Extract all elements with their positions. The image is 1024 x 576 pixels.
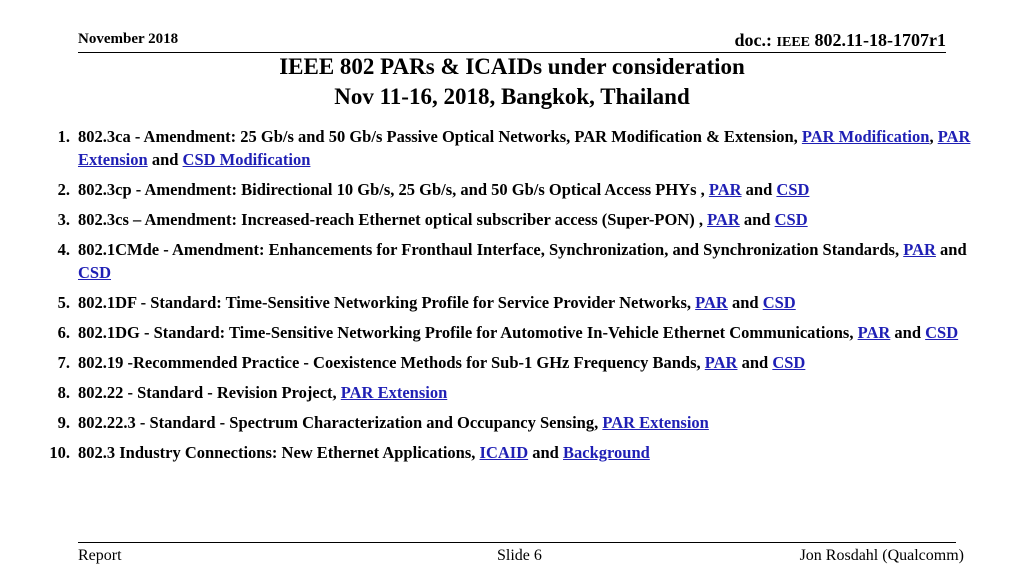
par-link[interactable]: PAR: [708, 180, 742, 199]
separator: and: [739, 210, 775, 229]
item-number: 10.: [49, 443, 70, 462]
doc-prefix: doc.:: [734, 30, 777, 50]
footer-rule: [78, 542, 956, 543]
separator: and: [890, 323, 926, 342]
list-item: [0, 381, 975, 404]
par-extension-link[interactable]: PAR Extension: [78, 127, 971, 169]
footer-author: Jon Rosdahl (Qualcomm): [799, 547, 964, 564]
item-text: 802.1CMde - Amendment: Enhancements for Fronthaul Interface, Synchronization, and Synchronization Standards,: [78, 240, 904, 259]
background-link[interactable]: Background: [562, 443, 650, 462]
par-extension-link[interactable]: PAR Extension: [340, 383, 448, 402]
item-text: 802.3ca - Amendment: 25 Gb/s and 50 Gb/s Passive Optical Networks, PAR Modification & Extension,: [78, 127, 802, 146]
list-item: [0, 291, 975, 314]
item-number: 7.: [57, 353, 70, 372]
item-text: 802.3cs – Amendment: Increased-reach Ethernet optical subscriber access (Super-PON) ,: [78, 210, 708, 229]
par-link[interactable]: PAR: [857, 323, 891, 342]
csd-link[interactable]: CSD: [772, 353, 806, 372]
item-text: 802.1DF - Standard: Time-Sensitive Networking Profile for Service Provider Networks,: [78, 293, 696, 312]
separator: and: [528, 443, 563, 462]
separator: and: [147, 150, 183, 169]
par-link[interactable]: PAR: [903, 240, 936, 259]
item-text: 802.1DG - Standard: Time-Sensitive Networking Profile for Automotive In-Vehicle Ethernet Communications,: [78, 323, 858, 342]
separator: and: [935, 240, 967, 259]
par-link[interactable]: PAR: [704, 353, 738, 372]
item-text: 802.3 Industry Connections: New Ethernet Applications,: [78, 443, 480, 462]
par-list: [0, 125, 975, 471]
item-number: 9.: [57, 413, 70, 432]
list-item: [0, 441, 975, 464]
separator: ,: [929, 127, 938, 146]
list-item: [0, 351, 975, 374]
separator: and: [737, 353, 773, 372]
item-text: 802.3cp - Amendment: Bidirectional 10 Gb/s, 25 Gb/s, and 50 Gb/s Optical Access PHYs ,: [78, 180, 709, 199]
csd-link[interactable]: CSD: [762, 293, 796, 312]
par-link[interactable]: PAR: [707, 210, 740, 229]
item-number: 8.: [57, 383, 70, 402]
header-date: November 2018: [78, 31, 179, 47]
item-number: 2.: [57, 180, 70, 199]
list-item: [0, 178, 975, 201]
slide-title: [0, 52, 1024, 112]
list-item: [0, 125, 975, 171]
item-text: 802.19 -Recommended Practice - Coexistence Methods for Sub-1 GHz Frequency Bands,: [78, 353, 705, 372]
doc-org: IEEE: [776, 35, 811, 50]
csd-link[interactable]: CSD: [78, 263, 112, 282]
footer-left: Report: [78, 547, 122, 564]
header-doc-number: [735, 30, 946, 51]
par-extension-link[interactable]: PAR Extension: [602, 413, 709, 432]
slide-number: Slide 6: [497, 547, 542, 564]
list-item: [0, 238, 975, 284]
list-item: [0, 321, 975, 344]
item-number: 3.: [57, 210, 70, 229]
list-item: [0, 411, 975, 434]
separator: and: [741, 180, 777, 199]
item-number: 1.: [57, 127, 70, 146]
title-line-1: IEEE 802 PARs & ICAIDs under consideration: [279, 54, 745, 79]
item-text: 802.22.3 - Standard - Spectrum Characterization and Occupancy Sensing,: [78, 413, 603, 432]
item-number: 4.: [57, 240, 70, 259]
doc-id: 802.11-18-1707r1: [810, 30, 946, 50]
csd-link[interactable]: CSD: [925, 323, 959, 342]
title-line-2: Nov 11-16, 2018, Bangkok, Thailand: [334, 84, 690, 109]
icaid-link[interactable]: ICAID: [479, 443, 529, 462]
list-item: [0, 208, 975, 231]
csd-link[interactable]: CSD: [776, 180, 810, 199]
item-number: 5.: [57, 293, 70, 312]
par-modification-link[interactable]: PAR Modification: [801, 127, 930, 146]
csd-link[interactable]: CSD: [774, 210, 808, 229]
item-text: 802.22 - Standard - Revision Project,: [78, 383, 341, 402]
par-link[interactable]: PAR: [695, 293, 728, 312]
separator: and: [727, 293, 763, 312]
csd-modification-link[interactable]: CSD Modification: [182, 150, 311, 169]
item-number: 6.: [57, 323, 70, 342]
